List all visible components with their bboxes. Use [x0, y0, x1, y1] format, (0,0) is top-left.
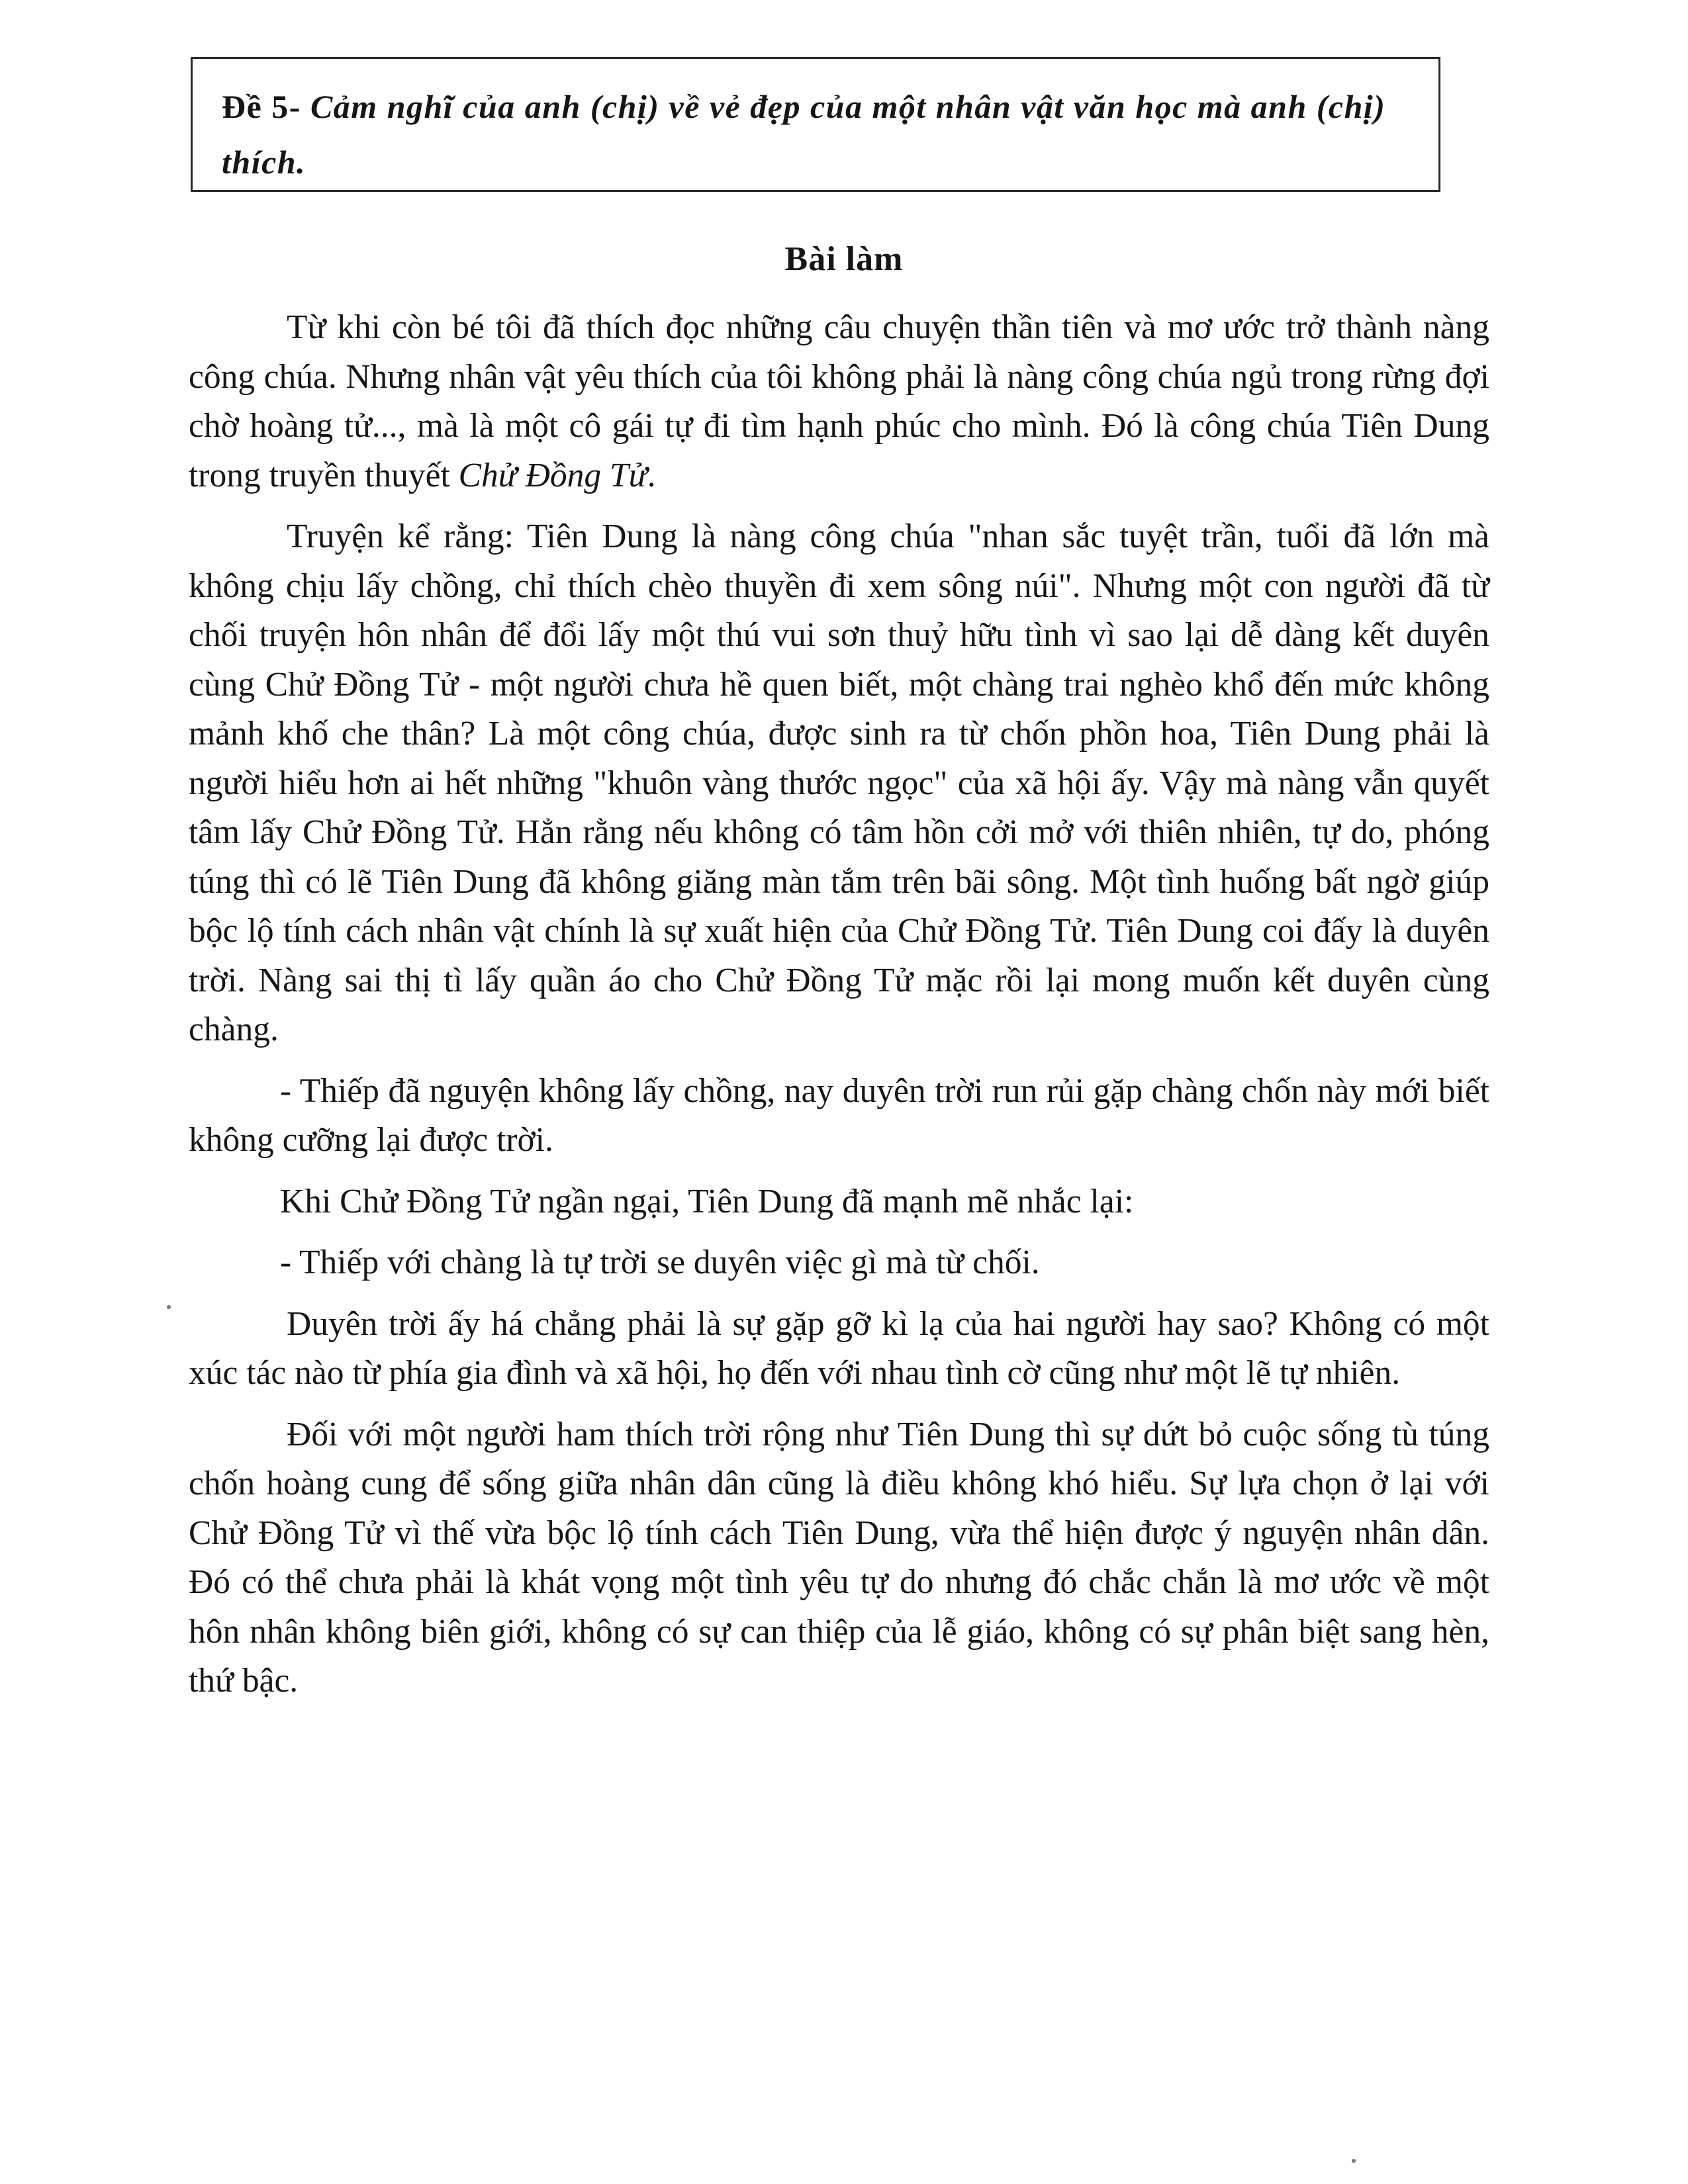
essay-heading: Bài làm — [784, 240, 904, 278]
scan-speck — [167, 1305, 171, 1309]
paragraph-3-quote: - Thiếp đã nguyện không lấy chồng, nay duyên trời run rủi gặp chàng chốn này mới biết không cưỡng lại được trời. — [189, 1071, 1489, 1159]
paragraph-5-quote: - Thiếp với chàng là tự trời se duyên việc gì mà từ chối. — [280, 1244, 1040, 1281]
paragraph-2: Truyện kể rằng: Tiên Dung là nàng công chúa "nhan sắc tuyệt trần, tuổi đã lớn mà không chịu lấy chồng, chỉ thích chèo thuyền đi xem sông núi". Nhưng một con người đã từ chối truyện hôn nhân để đổi lấy một thú vui sơn thuỷ hữu tình vì sao lại dễ dàng kết duyên cùng Chử Đồng Tử - một người chưa hề quen biết, một chàng trai nghèo khổ đến mức không mảnh khố che thân? Là một công chúa, được sinh ra từ chốn phồn hoa, Tiên Dung phải là người hiểu hơn ai hết những "khuôn vàng thước ngọc" của xã hội ấy. Vậy mà nàng vẫn quyết tâm lấy Chử Đồng Tử. Hẳn rằng nếu không có tâm hồn cởi mở với thiên nhiên, tự do, phóng túng thì có lẽ Tiên Dung đã không giăng màn tắm trên bãi sông. Một tình huống bất ngờ giúp bộc lộ tính cách nhân vật chính là sự xuất hiện của Chử Đồng Tử. Tiên Dung coi đấy là duyên trời. Nàng sai thị tì lấy quần áo cho Chử Đồng Tử mặc rồi lại mong muốn kết duyên cùng chàng. — [189, 518, 1489, 1048]
essay-body — [189, 303, 1489, 1718]
paragraph-6: Duyên trời ấy há chẳng phải là sự gặp gỡ kì lạ của hai người hay sao? Không có một xúc tác nào từ phía gia đình và xã hội, họ đến với nhau tình cờ cũng như một lẽ tự nhiên. — [189, 1304, 1489, 1392]
prompt-question: Cảm nghĩ của anh (chị) về vẻ đẹp của một nhân vật văn học mà anh (chị) thích. — [222, 88, 1386, 181]
prompt-label: Đề 5- — [222, 88, 301, 125]
paragraph-1 — [189, 303, 1489, 500]
paragraph-1-text: Từ khi còn bé tôi đã thích đọc những câu chuyện thần tiên và mơ ước trở thành nàng công chúa. Nhưng nhân vật yêu thích của tôi không phải là nàng công chúa ngủ trong rừng đợi chờ hoàng tử..., mà là một cô gái tự đi tìm hạnh phúc cho mình. Đó là công chúa Tiên Dung trong truyền thuyết — [189, 308, 1489, 494]
scan-speck — [1352, 2159, 1356, 2163]
legend-title: Chử Đồng Tử — [458, 456, 647, 494]
paragraph-1-end: . — [647, 456, 656, 494]
paragraph-4: Khi Chử Đồng Tử ngần ngại, Tiên Dung đã mạnh mẽ nhắc lại: — [280, 1182, 1134, 1220]
prompt-box — [191, 57, 1440, 192]
prompt-text — [222, 79, 1415, 190]
paragraph-7: Đối với một người ham thích trời rộng như Tiên Dung thì sự dứt bỏ cuộc sống tù túng chốn hoàng cung để sống giữa nhân dân cũng là điều không khó hiểu. Sự lựa chọn ở lại với Chử Đồng Tử vì thế vừa bộc lộ tính cách Tiên Dung, vừa thể hiện được ý nguyện nhân dân. Đó có thể chưa phải là khát vọng một tình yêu tự do nhưng đó chắc chắn là mơ ước về một hôn nhân không biên giới, không có sự can thiệp của lễ giáo, không có sự phân biệt sang hèn, thứ bậc. — [189, 1415, 1489, 1700]
